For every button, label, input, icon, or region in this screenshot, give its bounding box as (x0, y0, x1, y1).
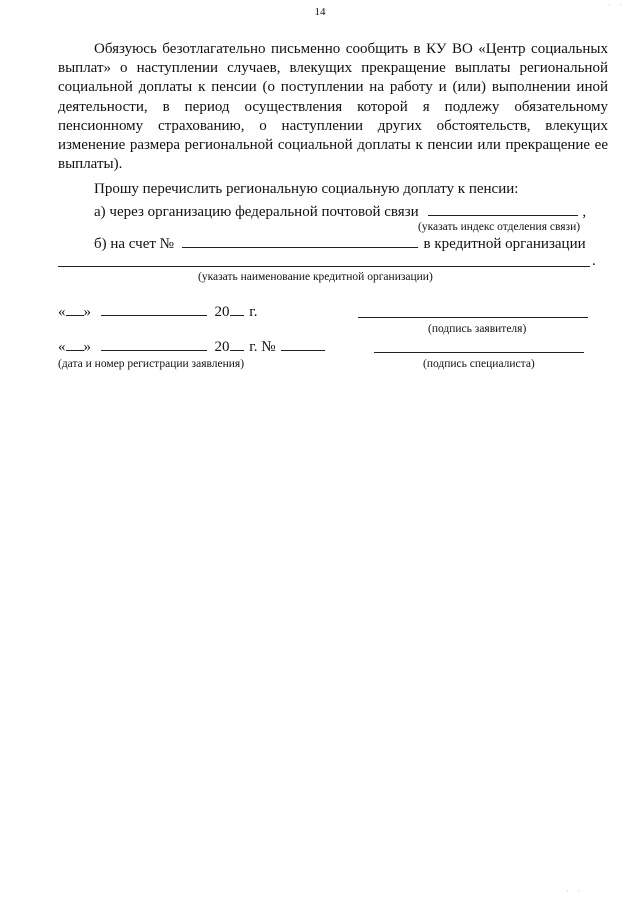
applicant-year-suffix: г. (249, 304, 258, 320)
applicant-date-row (58, 302, 257, 321)
applicant-quote-open: « (58, 304, 66, 320)
page-number: 14 (314, 6, 326, 18)
registration-year-suffix: г. № (249, 339, 276, 355)
bank-name-field[interactable] (58, 266, 590, 267)
scan-corner-mark-top: · · (608, 0, 626, 10)
obligation-text: Обязуюсь безотлагательно письменно сообщить в КУ ВО «Центр социальных выплат» о наступлении случаев, влекущих прекращение выплаты региональной социальной доплаты к пенсии (о поступлении на работу и (или) выполнении иной деятельности, в период осуществления которой я подлежу обязательному пенсионному страхованию, о наступлении других обстоятельств, влекущих изменение размера региональной социальной доплаты к пенсии или прекращение ее выплаты). (58, 41, 608, 173)
specialist-signature-hint: (подпись специалиста) (423, 358, 535, 370)
registration-year-prefix: 20 (214, 339, 230, 355)
option-b-label: б) на счет № (94, 236, 174, 252)
registration-year-field[interactable] (230, 337, 244, 351)
registration-quote-open: « (58, 339, 66, 355)
option-b-suffix: в кредитной организации (423, 236, 586, 252)
specialist-signature-field[interactable] (374, 352, 584, 353)
registration-row (58, 337, 325, 356)
post-office-index-hint: (указать индекс отделения связи) (418, 221, 581, 233)
applicant-month-field[interactable] (101, 302, 207, 316)
applicant-signature-hint: (подпись заявителя) (428, 323, 527, 335)
option-a-label: а) через организацию федеральной почтовой связи (94, 204, 419, 220)
registration-quote-close: » (83, 339, 91, 355)
applicant-year-prefix: 20 (214, 304, 230, 320)
applicant-signature-field[interactable] (358, 317, 588, 318)
applicant-quote-close: » (83, 304, 91, 320)
option-a-row (94, 202, 586, 221)
bank-line-suffix: . (592, 253, 596, 269)
applicant-day-field[interactable] (66, 302, 84, 316)
registration-day-field[interactable] (66, 337, 84, 351)
registration-month-field[interactable] (101, 337, 207, 351)
scan-corner-mark-bottom: · · (566, 886, 584, 896)
registration-number-field[interactable] (281, 337, 325, 351)
applicant-year-field[interactable] (230, 302, 244, 316)
account-number-field[interactable] (182, 234, 418, 248)
bank-name-hint: (указать наименование кредитной организации) (198, 271, 433, 283)
option-b-row (94, 234, 586, 253)
registration-hint: (дата и номер регистрации заявления) (58, 358, 245, 370)
request-intro: Прошу перечислить региональную социальную доплату к пенсии: (94, 181, 519, 197)
post-office-index-field[interactable] (428, 202, 578, 216)
option-a-suffix: , (582, 204, 587, 220)
obligation-paragraph (58, 40, 608, 174)
